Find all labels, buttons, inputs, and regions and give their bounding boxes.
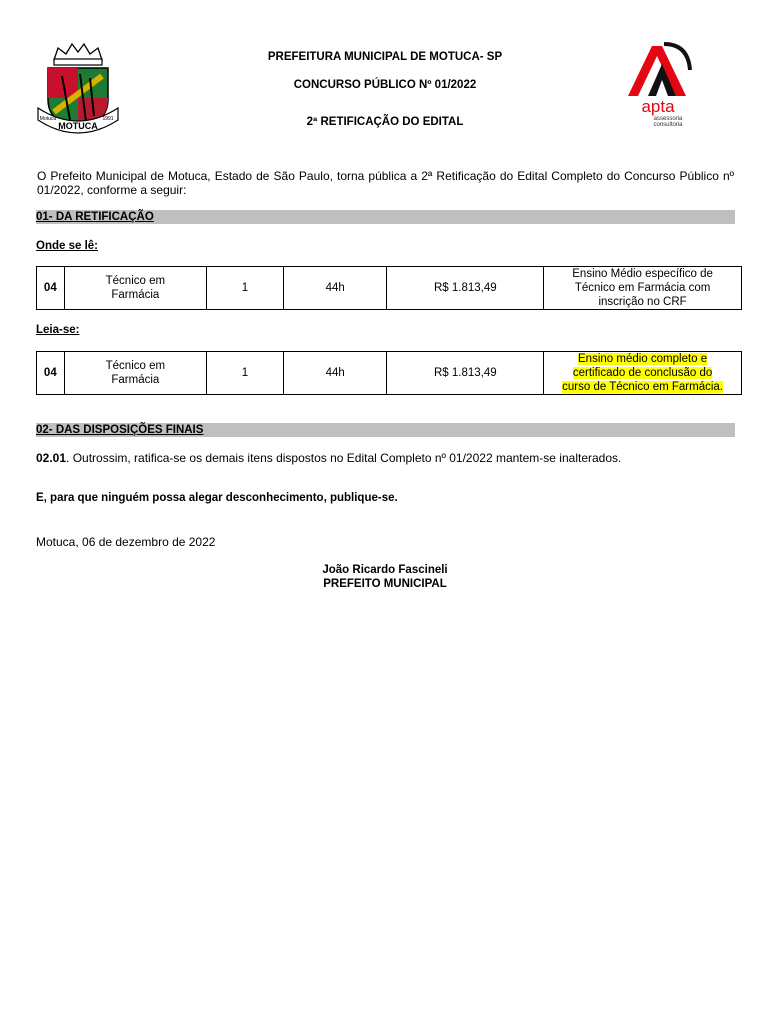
row-vagas: 1 xyxy=(207,267,284,310)
row-code: 04 xyxy=(37,352,65,395)
item-text: . Outrossim, ratifica-se os demais itens dispostos no Edital Completo nº 01/2022 mantem-se inalterados. xyxy=(66,451,622,465)
header-retification: 2ª RETIFICAÇÃO DO EDITAL xyxy=(306,116,464,128)
leia-se-label: Leia-se: xyxy=(36,324,80,336)
apta-logo-tagline2: consultoria xyxy=(653,122,683,128)
section2-item xyxy=(36,451,621,465)
row-carga: 44h xyxy=(283,267,386,310)
row-salario: R$ 1.813,49 xyxy=(387,352,544,395)
intro-paragraph: O Prefeito Municipal de Motuca, Estado de São Paulo, torna pública a 2ª Retificação do Edital Completo do Concurso Público nº 01/2022, conforme a seguir: xyxy=(37,169,734,197)
section2-title: 02- DAS DISPOSIÇÕES FINAIS xyxy=(36,424,204,436)
header-contest: CONCURSO PÚBLICO Nº 01/2022 xyxy=(293,79,477,91)
apta-logo-name: apta xyxy=(641,97,675,116)
date-line: Motuca, 06 de dezembro de 2022 xyxy=(36,535,216,549)
leia-table xyxy=(36,351,742,395)
table-row xyxy=(37,352,742,395)
section1-title: 01- DA RETIFICAÇÃO xyxy=(36,211,154,223)
apta-logo-tagline1: assessoria xyxy=(653,116,683,122)
signature-role: PREFEITO MUNICIPAL xyxy=(323,578,447,590)
table-row xyxy=(37,267,742,310)
signature-name: João Ricardo Fascineli xyxy=(322,564,448,576)
row-cargo: Técnico em Farmácia xyxy=(64,352,206,395)
row-requisitos-highlighted: Ensino médio completo e certificado de conclusão do curso de Técnico em Farmácia. xyxy=(544,352,742,395)
crest-right-text: 1991 xyxy=(102,116,114,122)
row-carga: 44h xyxy=(283,352,386,395)
row-code: 04 xyxy=(37,267,65,310)
row-vagas: 1 xyxy=(207,352,284,395)
onde-table xyxy=(36,266,742,310)
onde-se-le-label: Onde se lê: xyxy=(36,240,98,252)
closing-statement: E, para que ninguém possa alegar desconhecimento, publique-se. xyxy=(36,492,398,504)
row-requisitos: Ensino Médio específico de Técnico em Farmácia com inscrição no CRF xyxy=(544,267,742,310)
header-title: PREFEITURA MUNICIPAL DE MOTUCA- SP xyxy=(267,51,503,63)
row-cargo: Técnico em Farmácia xyxy=(64,267,206,310)
crest-left-text: Motuca xyxy=(39,116,57,122)
crest-banner-text: MOTUCA xyxy=(58,121,98,131)
item-number: 02.01 xyxy=(36,451,67,465)
row-salario: R$ 1.813,49 xyxy=(387,267,544,310)
